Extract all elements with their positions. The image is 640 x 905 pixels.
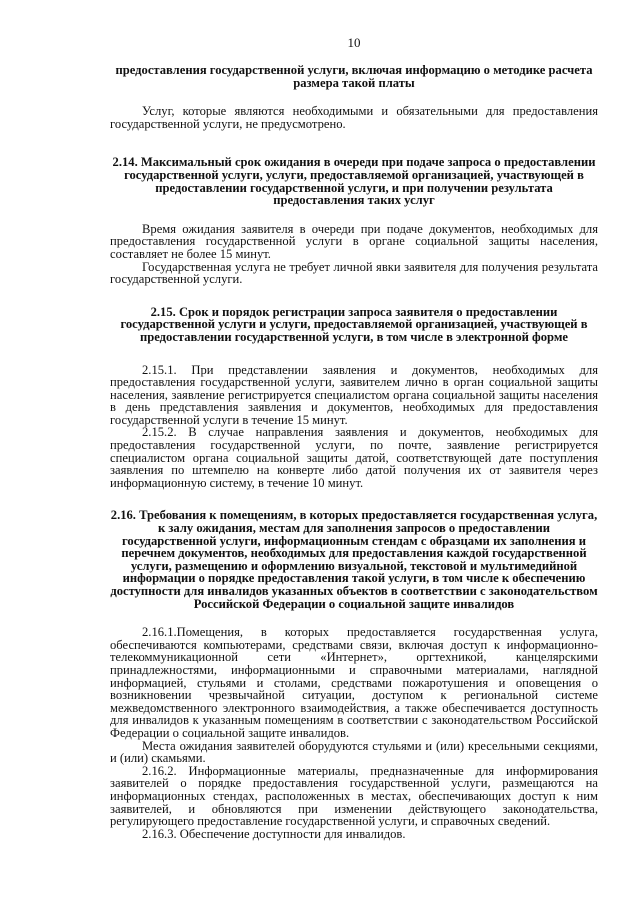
- section-2-16-heading: 2.16. Требования к помещениям, в которых предоставляется государственная услуга, к залу ожидания, местам для заполнения запросов о предоставлении государственной услуги, информационным стендам с образцами их заполнения и перечнем документов, необходимых для предоставления каждой государственной услуги, размещению и оформлению визуальной, текстовой и мультимедийной информации о порядке предоставления такой услуги, в том числе к обеспечению доступности для инвалидов указанных объектов в соответствии с законодательством Российской Федерации о социальной защите инвалидов: [110, 508, 598, 611]
- continued-heading: предоставления государственной услуги, включая информацию о методике расчета размера такой платы: [115, 63, 593, 90]
- section-2-14-heading: 2.14. Максимальный срок ожидания в очереди при подаче запроса о предоставлении государственной услуги, услуги, предоставляемой организацией, участвующей в предоставлении государственной услуги, и при получении результата предоставления таких услуг: [112, 155, 596, 208]
- section-2-15-1-paragraph: 2.15.1. При представлении заявления и документов, необходимых для предоставления государственной услуги, заявителем лично в орган социальной защиты населения, заявление регистрируется специалистом органа социальной защиты населения в день представления заявления и документов, необходимых для предоставления государственной услуги в течение 15 минут.: [110, 362, 598, 427]
- paragraph-services: Услуг, которые являются необходимыми и обязательными для предоставления государственной услуги, не предусмотрено.: [110, 104, 598, 131]
- waiting-places-paragraph: Места ожидания заявителей оборудуются стульями и (или) кресельными секциями, и (или) скамьями.: [110, 738, 598, 766]
- section-2-16-3-paragraph: 2.16.3. Обеспечение доступности для инвалидов.: [142, 826, 406, 841]
- page-number: 10: [347, 35, 361, 50]
- section-2-14-paragraph-1: Время ожидания заявителя в очереди при подаче документов, необходимых для предоставления государственной услуги в органе социальной защиты населения, составляет не более 15 минут.: [110, 221, 598, 261]
- section-2-15-2-paragraph: 2.15.2. В случае направления заявления и документов, необходимых для предоставления государственной услуги, по почте, заявление регистрируется специалистом органа социальной защиты датой, соответствующей дате поступления заявления по штемпелю на конверте либо датой получения их от заявителя через информационную систему, в течение 10 минут.: [110, 425, 598, 490]
- section-2-14-paragraph-2: Государственная услуга не требует личной явки заявителя для получения результата государственной услуги.: [110, 259, 598, 287]
- section-2-16-1-paragraph: 2.16.1.Помещения, в которых предоставляется государственная услуга, обеспечиваются компьютерами, средствами связи, включая доступ к информационно-телекоммуникационной сети «Интернет», оргтехникой, канцелярскими принадлежностями, информационными и справочными материалами, наглядной информацией, стульями и столами, средствами пожаротушения и оповещения о возникновении чрезвычайной ситуации, доступом к региональной системе межведомственного электронного взаимодействия, а также обеспечивается доступность для инвалидов к указанным помещениям в соответствии с законодательством Российской Федерации о социальной защите инвалидов.: [110, 625, 598, 740]
- section-2-16-2-paragraph: 2.16.2. Информационные материалы, предназначенные для информирования заявителей о порядке предоставления государственной услуги, размещаются на информационных стендах, расположенных в местах, обеспечивающих доступ к ним заявителей, и обновляются при изменении действующего законодательства, регулирующего предоставление государственной услуги, и справочных сведений.: [110, 763, 598, 829]
- section-2-15-heading: 2.15. Срок и порядок регистрации запроса заявителя о предоставлении государственной услуги и услуги, предоставляемой организацией, участвующей в предоставлении государственной услуги, в том числе в электронной форме: [120, 304, 588, 344]
